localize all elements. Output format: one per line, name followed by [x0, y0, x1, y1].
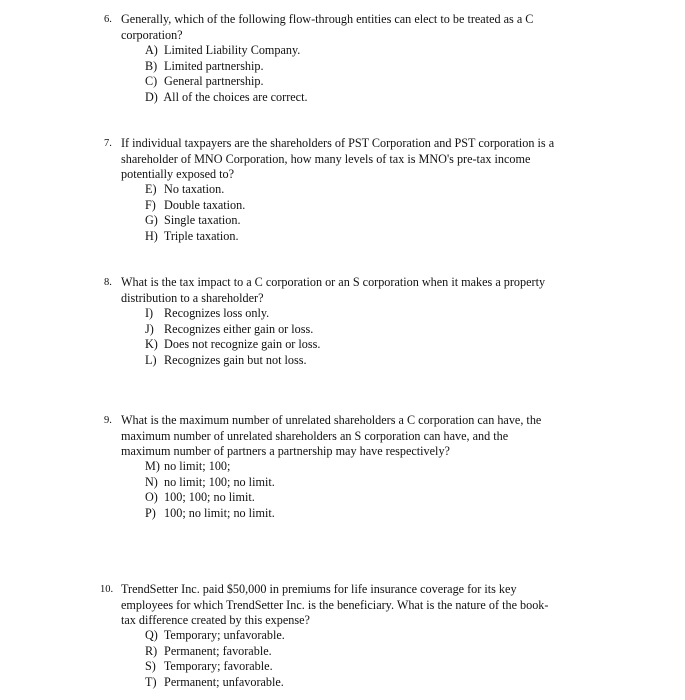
answer-option — [145, 337, 320, 353]
option-text: General partnership. — [164, 74, 264, 89]
answer-option — [145, 675, 285, 691]
option-text: Permanent; favorable. — [164, 643, 272, 658]
answer-option — [145, 659, 285, 675]
answer-option — [145, 198, 245, 214]
option-letter: D) — [145, 89, 158, 104]
answer-option — [145, 90, 308, 106]
answer-options — [145, 182, 245, 244]
option-letter: J) — [145, 321, 154, 336]
question-number: 9. — [104, 415, 112, 426]
option-letter: M) — [145, 459, 160, 473]
option-text: Temporary; favorable. — [163, 659, 273, 674]
answer-option — [145, 490, 275, 506]
option-letter: K) — [145, 337, 158, 352]
answer-option — [145, 353, 320, 369]
question-text: What is the maximum number of unrelated shareholders a C corporation can have, the maximum number of unrelated shareholders an S corporation can have, and the maximum number of partners a partnership may have respectively? — [121, 413, 542, 458]
answer-option — [145, 506, 275, 522]
option-text: No taxation. — [164, 182, 225, 196]
answer-options — [145, 459, 275, 521]
option-letter: Q) — [145, 628, 158, 642]
option-letter: L) — [145, 352, 157, 367]
option-letter: G) — [145, 213, 158, 228]
option-text: Limited partnership. — [164, 58, 264, 73]
option-text: Single taxation. — [164, 213, 241, 228]
option-letter: A) — [145, 43, 158, 57]
option-letter: H) — [145, 228, 158, 243]
answer-option — [145, 322, 320, 338]
option-text: Recognizes gain but not loss. — [164, 352, 307, 367]
answer-option — [145, 213, 245, 229]
question-number: 10. — [100, 584, 114, 595]
question-text: What is the tax impact to a C corporation or an S corporation when it makes a property distribution to a shareholder? — [121, 275, 546, 305]
option-text: 100; 100; no limit. — [164, 490, 255, 505]
option-text: Permanent; unfavorable. — [164, 674, 284, 689]
option-letter: N) — [145, 474, 158, 489]
option-text: 100; no limit; no limit. — [164, 505, 275, 520]
answer-option — [145, 59, 308, 75]
option-letter: S) — [145, 659, 156, 674]
question-number: 6. — [104, 14, 112, 25]
option-text: Limited Liability Company. — [164, 43, 301, 57]
option-text: Triple taxation. — [163, 228, 239, 243]
answer-option — [145, 74, 308, 90]
answer-options — [145, 306, 320, 368]
option-letter: O) — [145, 490, 158, 505]
answer-option — [145, 43, 308, 59]
question-number: 8. — [104, 277, 112, 288]
option-letter: F) — [145, 197, 156, 212]
option-text: Recognizes loss only. — [164, 306, 270, 320]
option-letter: E) — [145, 182, 157, 196]
question-text: Generally, which of the following flow-through entities can elect to be treated as a C corporation? — [121, 12, 534, 42]
answer-option — [145, 459, 275, 475]
option-letter: C) — [145, 74, 158, 89]
option-text: Temporary; unfavorable. — [163, 628, 285, 642]
answer-option — [145, 229, 245, 245]
option-text: All of the choices are correct. — [163, 89, 308, 104]
option-letter: I) — [145, 306, 154, 320]
option-text: no limit; 100; — [164, 459, 231, 473]
option-letter: T) — [145, 674, 157, 689]
option-letter: B) — [145, 58, 158, 73]
option-text: Does not recognize gain or loss. — [164, 337, 321, 352]
question-number: 7. — [104, 138, 112, 149]
answer-option — [145, 306, 320, 322]
option-text: Double taxation. — [164, 197, 246, 212]
option-letter: P) — [145, 505, 156, 520]
answer-option — [145, 644, 285, 660]
option-letter: R) — [145, 643, 158, 658]
option-text: no limit; 100; no limit. — [164, 474, 275, 489]
option-text: Recognizes either gain or loss. — [164, 321, 314, 336]
question-text: If individual taxpayers are the shareholders of PST Corporation and PST corporation is a shareholder of MNO Corporation, how many levels of tax is MNO's pre-tax income potentially exposed to? — [121, 136, 555, 181]
answer-option — [145, 475, 275, 491]
answer-option — [145, 628, 285, 644]
answer-options — [145, 43, 308, 105]
answer-options — [145, 628, 285, 690]
answer-option — [145, 182, 245, 198]
question-text: TrendSetter Inc. paid $50,000 in premiums for life insurance coverage for its key employees for which TrendSetter Inc. is the beneficiary. What is the nature of the book- tax difference created by this expense? — [121, 582, 549, 627]
